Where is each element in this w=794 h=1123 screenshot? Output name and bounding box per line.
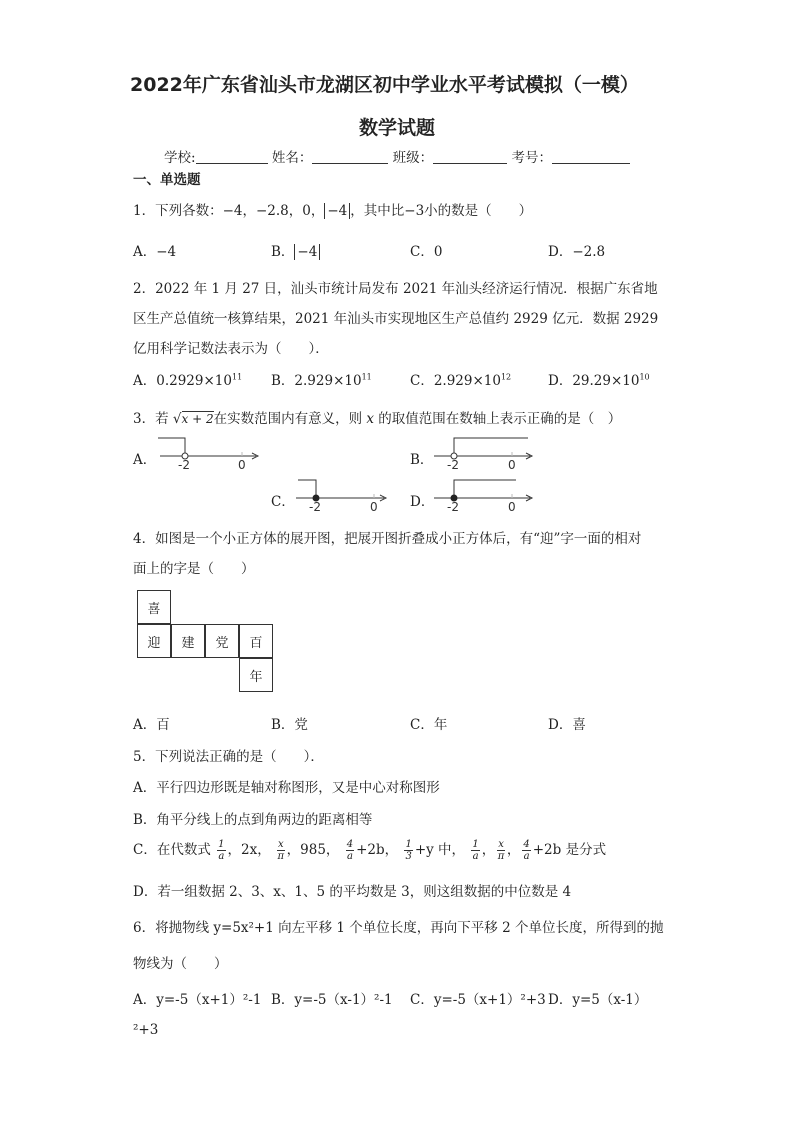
q3-stem: 3．若 √x + 2在实数范围内有意义，则 x 的取值范围在数轴上表示正确的是（ ）: [133, 411, 622, 427]
q3-option-c-numberline[interactable]: [292, 476, 392, 514]
q2-option-c[interactable]: C．$2.929\times 10^{12}$: [410, 372, 512, 389]
net-cell-xi: 喜: [137, 590, 171, 624]
tick-zero: 0: [238, 458, 246, 472]
q3-option-b-numberline[interactable]: [430, 434, 540, 472]
q1-abs-value: −4: [324, 203, 350, 219]
info-line: [164, 146, 630, 166]
q3-option-d-numberline[interactable]: [430, 476, 540, 514]
class-label: 班级：: [392, 150, 434, 166]
q2-line2: 区生产总值统一核算结果，2021 年汕头市实现地区生产总值约 2929 亿元．数据 2929: [133, 311, 659, 327]
svg-text:-2: -2: [447, 458, 459, 472]
q5-option-b[interactable]: B．角平分线上的点到角两边的距离相等: [133, 812, 373, 828]
svg-text:0: 0: [370, 500, 378, 514]
q5-stem: 5．下列说法正确的是（ ）．: [133, 749, 324, 765]
name-blank[interactable]: [312, 150, 388, 164]
svg-text:-2: -2: [309, 500, 321, 514]
q6-line2: 物线为（ ）: [133, 956, 228, 972]
q4-line1: 4．如图是一个小正方体的展开图，把展开图折叠成小正方体后，有“迎”字一面的相对: [133, 531, 642, 547]
school-blank[interactable]: [196, 150, 268, 164]
q1-option-b[interactable]: B． −4: [271, 240, 320, 260]
net-cell-ying: 迎: [137, 624, 171, 658]
net-cell-dang: 党: [205, 624, 239, 658]
svg-text:0: 0: [508, 500, 516, 514]
q6-line1: 6．将抛物线 y=5x²+1 向左平移 1 个单位长度，再向下平移 2 个单位长度，所得到的抛: [133, 920, 664, 936]
q1-option-c[interactable]: C．0: [410, 244, 443, 260]
net-cell-bai: 百: [239, 624, 273, 658]
q5-option-a[interactable]: A．平行四边形既是轴对称图形，又是中心对称图形: [133, 780, 440, 796]
q3-option-a-numberline[interactable]: [156, 434, 266, 472]
page-subtitle: 数学试题: [359, 117, 436, 139]
q6-option-c[interactable]: C．y=-5（x+1）²+3: [410, 992, 546, 1008]
name-label: 姓名：: [271, 150, 313, 166]
svg-text:-2: -2: [447, 500, 459, 514]
q2-option-a[interactable]: A．$0.2929\times 10^{11}$: [133, 372, 243, 389]
q4-option-a[interactable]: A．百: [133, 717, 170, 733]
q4-option-b[interactable]: B．党: [271, 717, 308, 733]
school-label: 学校:: [164, 150, 196, 166]
q4-option-d[interactable]: D．喜: [548, 717, 586, 733]
net-cell-nian: 年: [239, 658, 273, 692]
svg-text:0: 0: [508, 458, 516, 472]
q6-option-a[interactable]: A．y=-5（x+1）²-1: [133, 992, 262, 1008]
q6-option-d-tail: ²+3: [133, 1022, 159, 1038]
q6-option-b[interactable]: B．y=-5（x-1）²-1: [271, 992, 393, 1008]
section-heading: 一、单选题: [133, 172, 201, 188]
q4-line2: 面上的字是（ ）: [133, 561, 255, 577]
q3-option-c-label[interactable]: C．: [271, 494, 295, 510]
q4-option-c[interactable]: C．年: [410, 717, 448, 733]
net-cell-jian: 建: [171, 624, 205, 658]
q2-line3: 亿用科学记数法表示为（ ）．: [133, 341, 329, 357]
sqrt-expression: √x + 2: [172, 411, 214, 427]
number-label: 考号：: [511, 150, 552, 166]
q1-stem: 1．下列各数：−4，−2.8，0， −4 ，其中比−3小的数是（ ）: [133, 203, 533, 219]
class-blank[interactable]: [433, 150, 507, 164]
q2-option-b[interactable]: B．$2.929\times 10^{11}$: [271, 372, 372, 389]
q2-line1: 2．2022 年 1 月 27 日，汕头市统计局发布 2021 年汕头经济运行情况．根据广东省地: [133, 281, 658, 297]
q1-option-a[interactable]: A．−4: [133, 244, 177, 260]
q3-option-a-label[interactable]: A．: [133, 452, 157, 468]
q3-option-b-label[interactable]: B．: [410, 452, 434, 468]
number-blank[interactable]: [552, 150, 630, 164]
q1-option-d[interactable]: D．−2.8: [548, 244, 606, 260]
q3-option-d-label[interactable]: D．: [410, 494, 435, 510]
q6-option-d[interactable]: D．y=5（x-1）: [548, 992, 648, 1008]
q2-option-d[interactable]: D．$29.29\times 10^{10}$: [548, 372, 650, 389]
q5-option-d[interactable]: D．若一组数据 2、3、x、1、5 的平均数是 3，则这组数据的中位数是 4: [133, 884, 572, 900]
tick-neg2: -2: [178, 458, 190, 472]
page-title: 2022年广东省汕头市龙湖区初中学业水平考试模拟（一模）: [130, 74, 639, 96]
q5-option-c[interactable]: C．在代数式 $\frac{1}{a}$ ，2x， $\frac{x}{\pi}$ ，985， $\frac{4}{a}$ +2b， $\frac{1}{3}$ +y 中， $\frac{1}{a}$ ， $\frac{x}{\pi}$ ， $\frac{4}{a}$ +2b 是分式: [133, 839, 607, 862]
